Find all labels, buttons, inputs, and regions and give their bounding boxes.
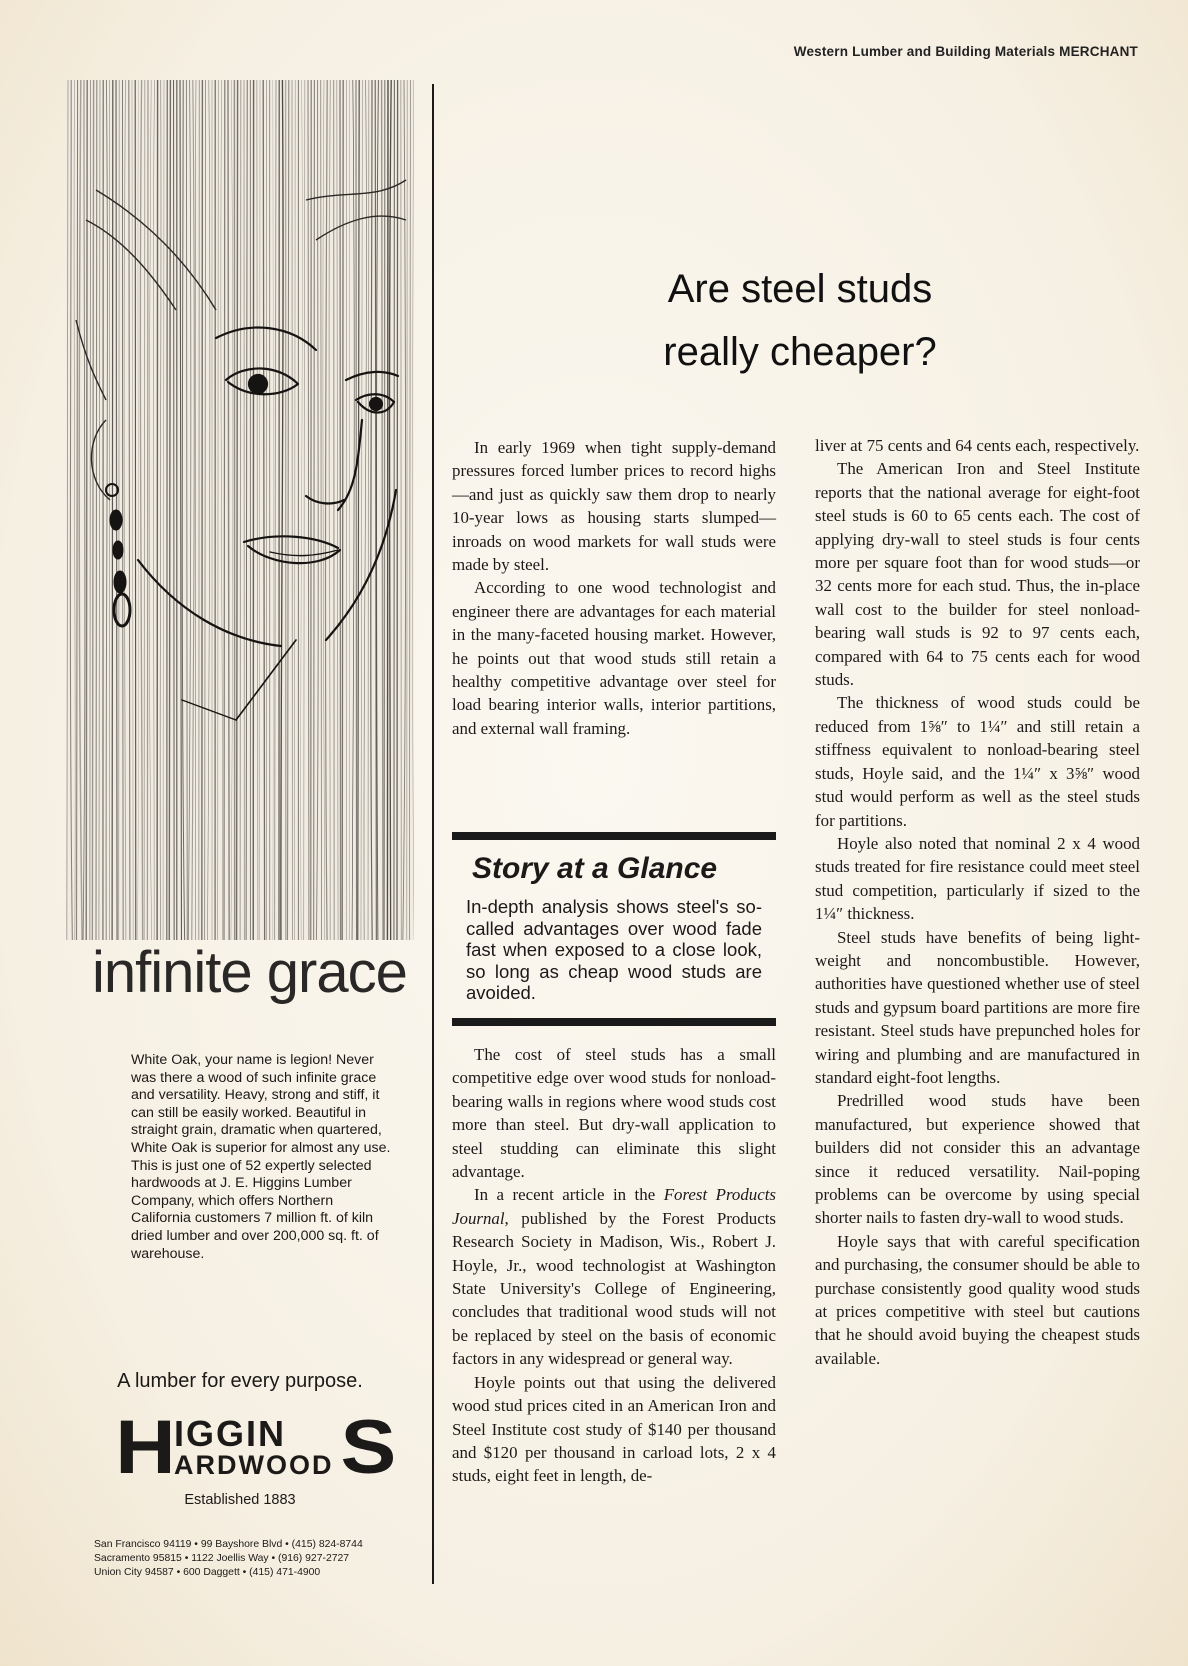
article-title-line: Are steel studs <box>667 267 933 311</box>
glance-heading: Story at a Glance <box>472 852 718 885</box>
publication-header: Western Lumber and Building Materials MERCHANT <box>793 44 1138 59</box>
article-column-1-bottom <box>452 1043 776 1488</box>
higgins-hardwood-logo <box>115 1405 397 1490</box>
article-column-2 <box>815 434 1140 1370</box>
ad-copy-paragraph: White Oak, your name is legion! Never was there a wood of such infinite grace and versatility. Heavy, strong and stiff, it can still be easily worked. Beautiful in straight grain, dramatic when quartered, White Oak is superior for almost any use. <box>131 1052 391 1156</box>
logo-line-2: ARDWOOD <box>174 1450 334 1480</box>
journal-title: Forest Products Journal <box>452 1185 777 1228</box>
article-column-1-top <box>452 436 776 740</box>
address-line: Sacramento 95815 • 1122 Joellis Way • (916) 927-2727 <box>94 1553 350 1564</box>
text-run: , published by the Forest Products Research Society in Madison, Wis., Robert J. Hoyle, Jr., wood technologist at Washington State University's College of Engineering, concludes that traditional wood studs will not be replaced by steel on the basis of economic factors in any widespread or general way. <box>452 1208 776 1369</box>
ad-addresses <box>94 1538 424 1580</box>
article-paragraph: Hoyle says that with careful specification and purchasing, the consumer should be able to purchase consistently good quality wood studs at prices competitive with steel but cautions that he should avoid buying the cheapest studs available. <box>815 1231 1140 1368</box>
glance-rule-top <box>452 832 776 840</box>
column-divider <box>432 84 434 1584</box>
ad-tagline: A lumber for every purpose. <box>117 1370 363 1392</box>
glance-rule-bottom <box>452 1018 776 1026</box>
article-paragraph <box>452 1183 776 1370</box>
ad-copy-paragraph: This is just one of 52 expertly selected hardwoods at J. E. Higgins Lumber Company, which offers Northern California customers 7 million ft. of kiln dried lumber and over 200,000 sq. ft. of warehouse. <box>131 1157 379 1262</box>
article-paragraph: Predrilled wood studs have been manufactured, but experience showed that builders did not consider this an advantage since it reduced versatility. Nail-poping problems can be overcome by using special shorter nails to fasten dry-wall to wood studs. <box>815 1091 1140 1228</box>
story-at-a-glance-box <box>452 832 776 1028</box>
article-paragraph: The thickness of wood studs could be reduced from 1⅝″ to 1¼″ and still retain a stiffness equivalent to nonload-bearing steel studs, Hoyle said, and the 1¼″ x 3⅝″ wood stud would perform as well as the steel studs for partitions. <box>815 693 1140 830</box>
glance-text: In-depth analysis shows steel's so-called advantages over wood fade fast when exposed to a close look, so long as cheap wood studs are avoided. <box>466 896 762 1003</box>
ad-headline: infinite grace <box>92 940 407 1005</box>
article-paragraph: Steel studs have benefits of being light-weight and noncombustible. However, authorities have questioned whether use of steel studs and gypsum board partitions are more fire resistant. Steel studs have prepunched holes for wiring and plumbing and are manufactured in standard eight-foot lengths. <box>815 927 1140 1087</box>
address-line: San Francisco 94119 • 99 Bayshore Blvd • (415) 824-8744 <box>94 1539 363 1550</box>
article-paragraph: The cost of steel studs has a small competitive edge over wood studs for nonload-bearing walls in regions where wood studs cost more than steel. But dry-wall application to steel studding can eliminate this slight advantage. <box>452 1045 776 1182</box>
woodgrain-portrait-illustration <box>66 80 414 940</box>
logo-letter-h: H <box>115 1405 176 1490</box>
logo-line-1: IGGIN <box>174 1413 287 1454</box>
article-title <box>600 258 1000 384</box>
text-run: In a recent article in the <box>474 1185 664 1205</box>
article-paragraph: In early 1969 when tight supply-demand pressures forced lumber prices to record highs—and just as quickly saw them drop to nearly 10-year lows as housing starts slumped—inroads on wood markets for wall studs were made by steel. <box>452 438 776 575</box>
logo-letter-s: S <box>340 1405 397 1490</box>
article-paragraph: Hoyle points out that using the delivered wood stud prices cited in an American Iron and Steel Institute cost study of $140 per thousand and $120 per thousand in carload lots, 2 x 4 studs, eight feet in length, de- <box>452 1372 776 1486</box>
ad-copy <box>131 1052 391 1263</box>
article-paragraph: The American Iron and Steel Institute reports that the national average for eight-foot steel studs is 60 to 65 cents each. The cost of applying dry-wall to steel studs is four cents more per square foot than for wood studs—or 32 cents more for each stud. Thus, the in-place wall cost to the builder for steel nonload-bearing wall studs is 92 to 97 cents each, compared with 64 to 75 cents each for wood studs. <box>815 459 1140 690</box>
article-paragraph-continued: liver at 75 cents and 64 cents each, respectively. <box>815 436 1140 455</box>
address-line: Union City 94587 • 600 Daggett • (415) 471-4900 <box>94 1567 321 1578</box>
article-title-line: really cheaper? <box>663 330 937 374</box>
established-line: Established 1883 <box>184 1492 296 1508</box>
article-paragraph: According to one wood technologist and engineer there are advantages for each material in the many-faceted housing market. However, he points out that wood studs still retain a healthy competitive advantage over steel for load bearing interior walls, interior partitions, and external wall framing. <box>452 578 776 738</box>
article-paragraph: Hoyle also noted that nominal 2 x 4 wood studs treated for fire resistance could meet steel stud competition, particularly if sized to the 1¼″ thickness. <box>815 833 1140 924</box>
